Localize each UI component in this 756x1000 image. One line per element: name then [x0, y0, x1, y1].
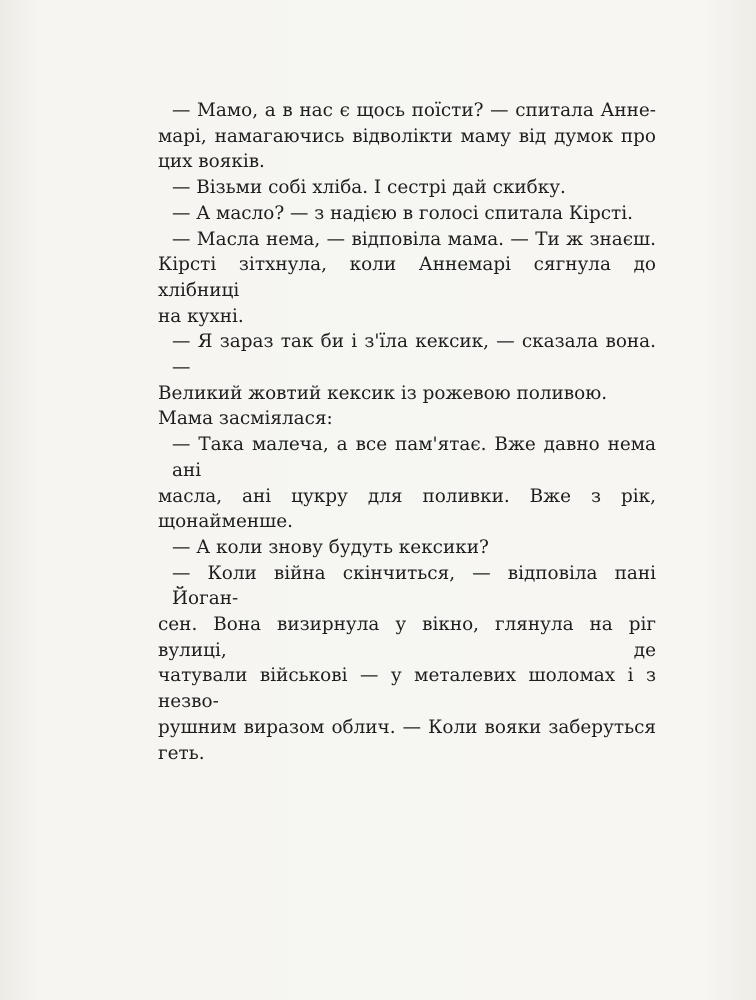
text-line: — Візьми собі хліба. І сестрі дай скибку.	[172, 177, 566, 199]
text-line: — Така малеча, а все пам'ятає. Вже давно нема ані	[172, 434, 656, 481]
text-line: — А коли знову будуть кексики?	[172, 536, 489, 558]
text-line: — А масло? — з надією в голосі спитала Кірсті.	[172, 202, 633, 224]
text-line: цих вояків.	[158, 151, 265, 173]
text-line: — Я зараз так би і з'їла кексик, — сказала вона. —	[172, 331, 656, 379]
paragraph	[158, 561, 656, 767]
body-text	[158, 98, 656, 766]
text-line: сен. Вона визирнула у вікно, глянула на ріг вулиці, де	[158, 614, 656, 661]
text-line: Мама засміялася:	[158, 408, 333, 430]
paragraph	[158, 432, 656, 535]
paragraph	[158, 201, 656, 227]
paragraph	[158, 252, 656, 329]
text-line: марі, намагаючись відволікти маму від думок про	[158, 125, 656, 147]
text-line: — Коли війна скінчиться, — відповіла пані Йоган-	[172, 562, 656, 610]
text-line: — Масла нема, — відповіла мама. — Ти ж знаєш.	[172, 228, 656, 250]
text-line: рушним виразом облич. — Коли вояки заберуться геть.	[158, 716, 656, 764]
text-line: масла, ані цукру для поливки. Вже з рік, щонайменше.	[158, 485, 656, 533]
text-line: на кухні.	[158, 305, 244, 327]
text-line: чатували військові — у металевих шоломах і з незво-	[158, 665, 656, 713]
paragraph	[158, 535, 656, 561]
paragraph	[158, 227, 656, 253]
text-line: Кірсті зітхнула, коли Аннемарі сягнула до хлібниці	[158, 254, 656, 301]
paragraph	[158, 98, 656, 175]
paragraph	[158, 175, 656, 201]
text-line: — Мамо, а в нас є щось поїсти? — спитала Анне-	[172, 100, 656, 121]
paragraph	[158, 406, 656, 432]
paragraph	[158, 329, 656, 406]
text-line: Великий жовтий кексик із рожевою поливою.	[158, 382, 608, 404]
